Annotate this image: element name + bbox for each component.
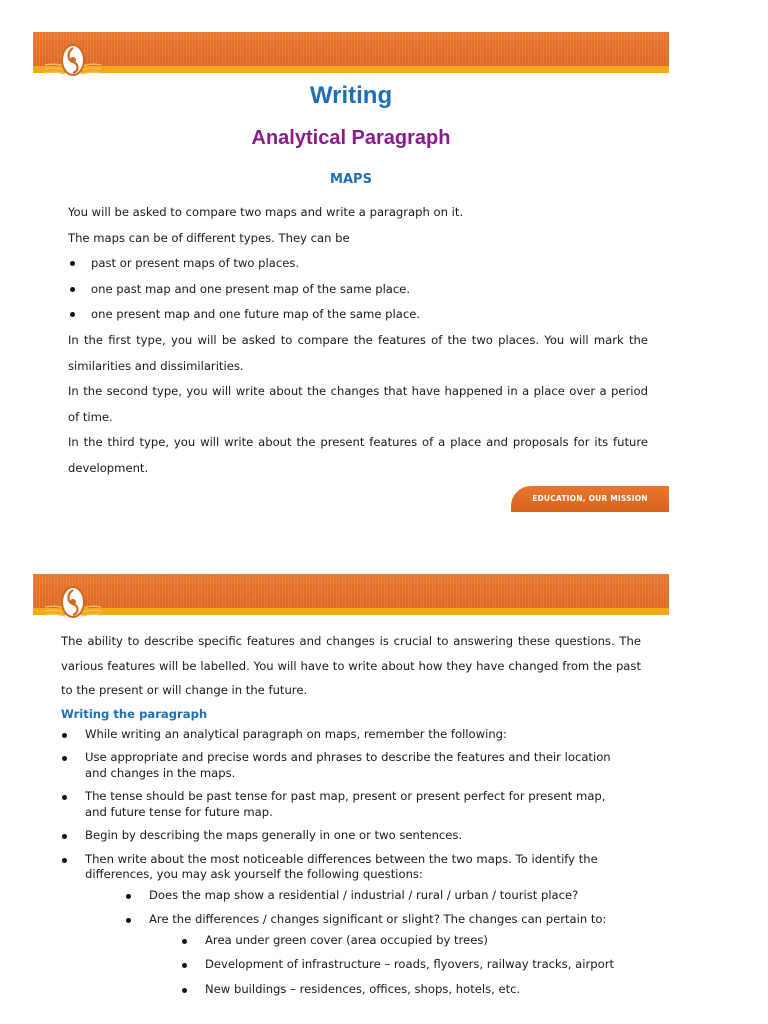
header-stripe (33, 66, 669, 73)
bullet-icon (62, 733, 67, 738)
questions-list (125, 888, 630, 998)
list-item (61, 750, 630, 781)
slide-2 (33, 574, 669, 1024)
list-item (181, 957, 630, 973)
slide-1 (33, 32, 669, 512)
list-item (61, 828, 630, 844)
list-item-text: Are the differences / changes significant or slight? The changes can pertain to: (149, 912, 607, 926)
list-item-text: Development of infrastructure – roads, flyovers, railway tracks, airport (205, 957, 615, 971)
list-item-text: Use appropriate and precise words and phrases to describe the features and their location and changes in the maps. (85, 750, 611, 780)
list-item-text: Area under green cover (area occupied by trees) (205, 932, 488, 947)
header-banner (33, 574, 669, 608)
bullet-icon (70, 287, 75, 292)
intro-paragraph: The ability to describe specific features and changes is crucial to answering these questions. The various features will be labelled. You will have to write about how they have changed from the past to the present or will change in the future. (61, 634, 641, 697)
bullet-icon (182, 963, 187, 968)
bullet-icon (62, 795, 67, 800)
bullet-icon (126, 918, 131, 923)
list-item (68, 251, 648, 277)
footer-tagline: EDUCATION, OUR MISSION (511, 486, 669, 512)
list-item-text: New buildings – residences, offices, shops, hotels, etc. (205, 981, 521, 996)
bullet-icon (126, 894, 131, 899)
third-type-paragraph: In the third type, you will write about the present features of a place and proposals for its future development. (68, 435, 648, 475)
first-type-paragraph: In the first type, you will be asked to compare the features of the two places. You will mark the similarities and dissimilarities. (68, 332, 648, 373)
list-item-text: one past map and one present map of the same place. (91, 281, 411, 296)
brand-logo-icon (43, 38, 103, 78)
list-item (181, 933, 630, 949)
page-subtitle: Analytical Paragraph (251, 127, 451, 149)
list-item-text: past or present maps of two places. (91, 256, 300, 271)
list-item (181, 982, 630, 998)
slide1-body (68, 200, 648, 482)
second-type-paragraph: In the second type, you will write about the changes that have happened in a place over a period of time. (68, 384, 648, 424)
writing-tips-list (61, 727, 641, 998)
bullet-icon (182, 988, 187, 993)
bullet-icon (62, 858, 67, 863)
bullet-icon (62, 834, 67, 839)
list-item-text: The tense should be past tense for past map, present or present perfect for present map, and future tense for future map. (85, 789, 606, 819)
brand-logo-icon (43, 580, 103, 620)
bullet-icon (70, 261, 75, 266)
list-item (68, 277, 648, 303)
list-item-text: Begin by describing the maps generally in one or two sentences. (85, 828, 463, 842)
list-item-text: one present map and one future map of the same place. (91, 307, 421, 322)
list-item-text: Then write about the most noticeable differences between the two maps. To identify the differences, you may ask yourself the following questions: (85, 851, 598, 881)
header-banner (33, 32, 669, 66)
bullet-icon (70, 312, 75, 317)
list-item (61, 852, 630, 998)
changes-list (181, 933, 630, 998)
list-item-text: While writing an analytical paragraph on maps, remember the following: (85, 726, 507, 741)
intro-paragraph-2: The maps can be of different types. They can be (68, 230, 350, 245)
list-item (61, 727, 630, 743)
bullet-icon (62, 756, 67, 761)
list-item (68, 302, 648, 328)
list-item (61, 789, 630, 820)
list-item (125, 888, 630, 904)
writing-paragraph-heading: Writing the paragraph (61, 706, 208, 721)
slide2-body (61, 629, 641, 1006)
section-heading: MAPS (330, 172, 372, 187)
header-stripe (33, 608, 669, 615)
intro-paragraph-1: You will be asked to compare two maps and write a paragraph on it. (68, 205, 464, 219)
bullet-icon (182, 939, 187, 944)
map-types-list (68, 251, 648, 328)
list-item (125, 912, 630, 997)
list-item-text: Does the map show a residential / industrial / rural / urban / tourist place? (149, 887, 579, 902)
page-title: Writing (309, 82, 393, 109)
